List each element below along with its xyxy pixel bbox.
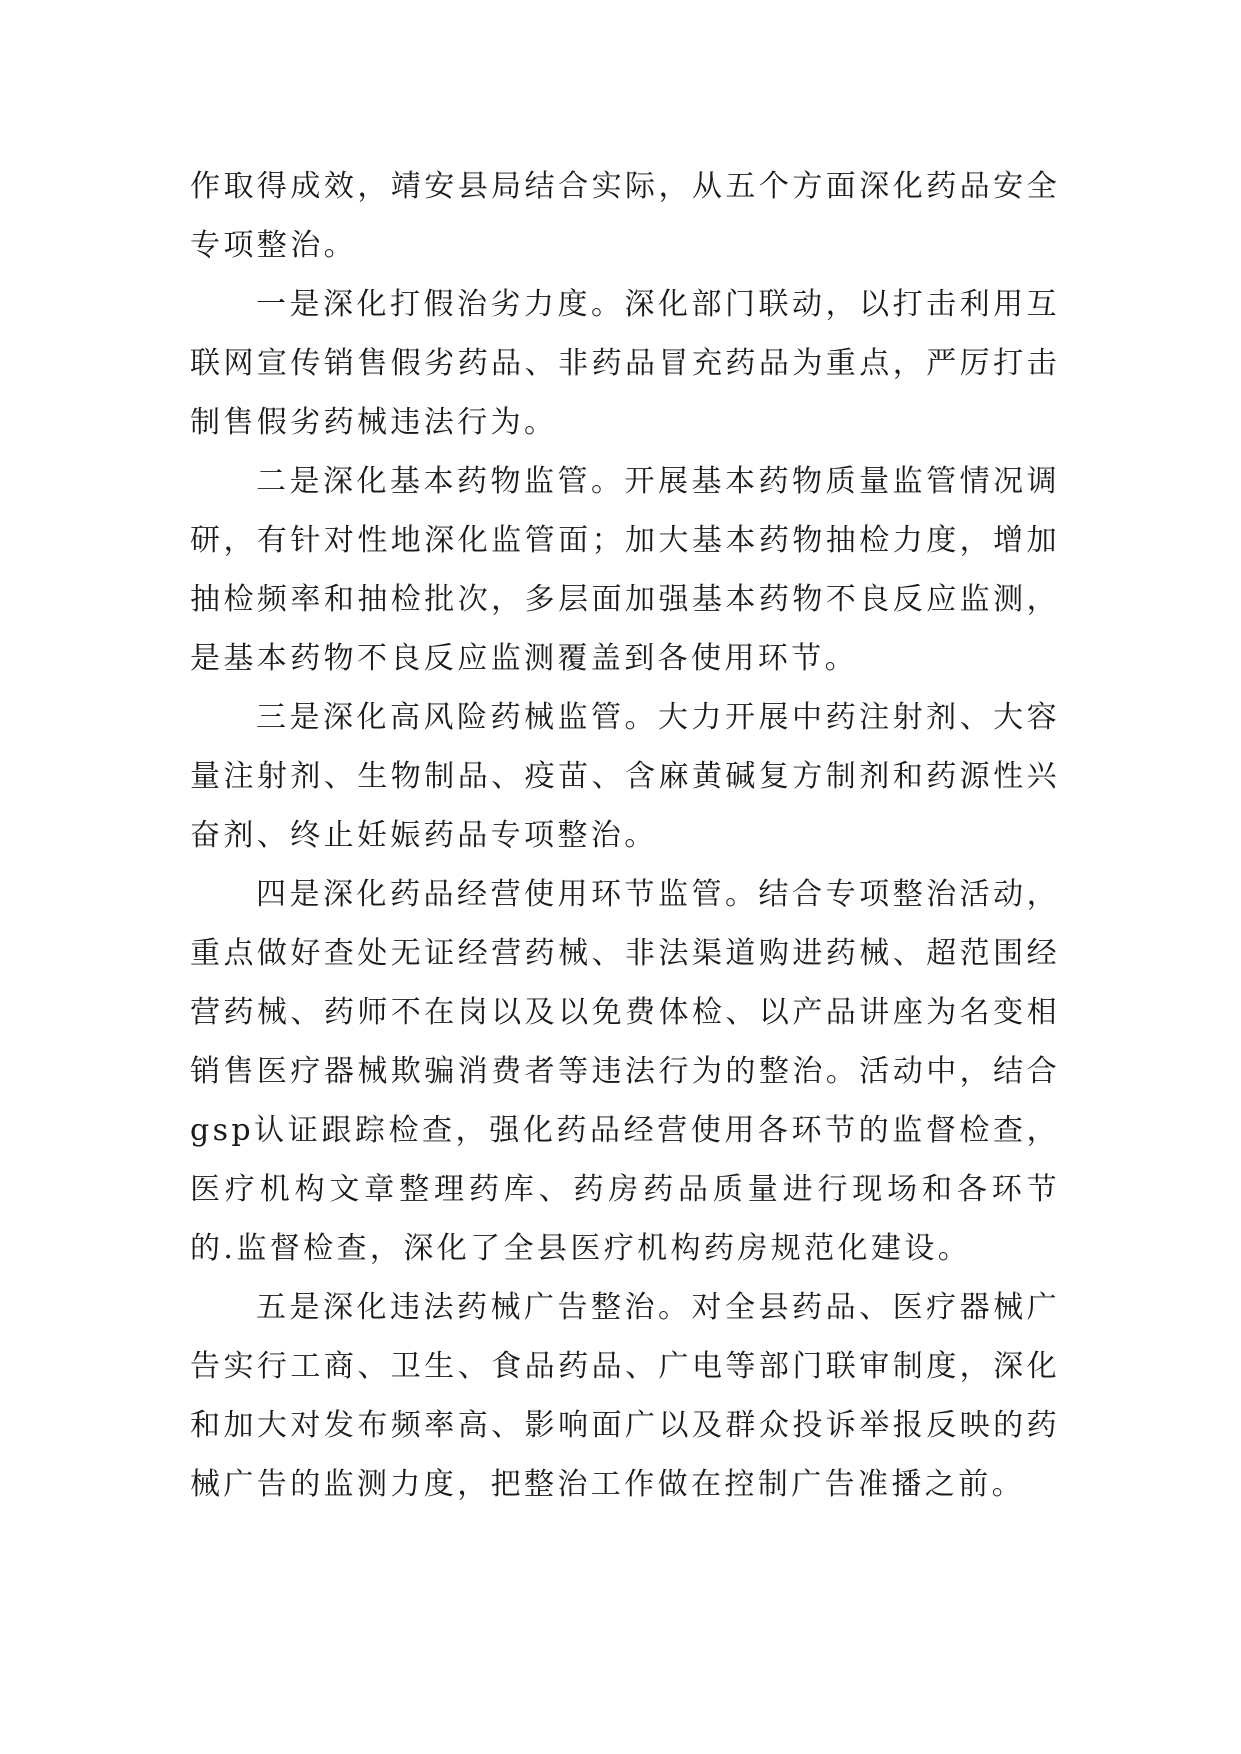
paragraph-distribution: 四是深化药品经营使用环节监管。结合专项整治活动，重点做好查处无证经营药械、非法渠道购进药械、超范围经营药械、药师不在岗以及以免费体检、以产品讲座为名变相销售医疗器械欺骗消费者等违法行为的整治。活动中，结合gsp认证跟踪检查，强化药品经营使用各环节的监督检查，医疗机构文章整理药库、药房药品质量进行现场和各环节的.监督检查，深化了全县医疗机构药房规范化建设。 — [190, 877, 1060, 1266]
paragraph-high-risk: 三是深化高风险药械监管。大力开展中药注射剂、大容量注射剂、生物制品、疫苗、含麻黄碱复方制剂和药源性兴奋剂、终止妊娠药品专项整治。 — [190, 700, 1060, 853]
paragraph-anti-counterfeit: 一是深化打假治劣力度。深化部门联动，以打击利用互联网宣传销售假劣药品、非药品冒充药品为重点，严厉打击制售假劣药械违法行为。 — [190, 287, 1060, 440]
document-body — [190, 157, 1060, 1514]
paragraph-continuation: 作取得成效，靖安县局结合实际，从五个方面深化药品安全专项整治。 — [190, 169, 1060, 263]
paragraph-advertising: 五是深化违法药械广告整治。对全县药品、医疗器械广告实行工商、卫生、食品药品、广电等部门联审制度，深化和加大对发布频率高、影响面广以及群众投诉举报反映的药械广告的监测力度，把整治工作做在控制广告准播之前。 — [190, 1290, 1060, 1502]
paragraph-essential-drugs: 二是深化基本药物监管。开展基本药物质量监管情况调研，有针对性地深化监管面；加大基本药物抽检力度，增加抽检频率和抽检批次，多层面加强基本药物不良反应监测，是基本药物不良反应监测覆盖到各使用环节。 — [190, 464, 1060, 676]
